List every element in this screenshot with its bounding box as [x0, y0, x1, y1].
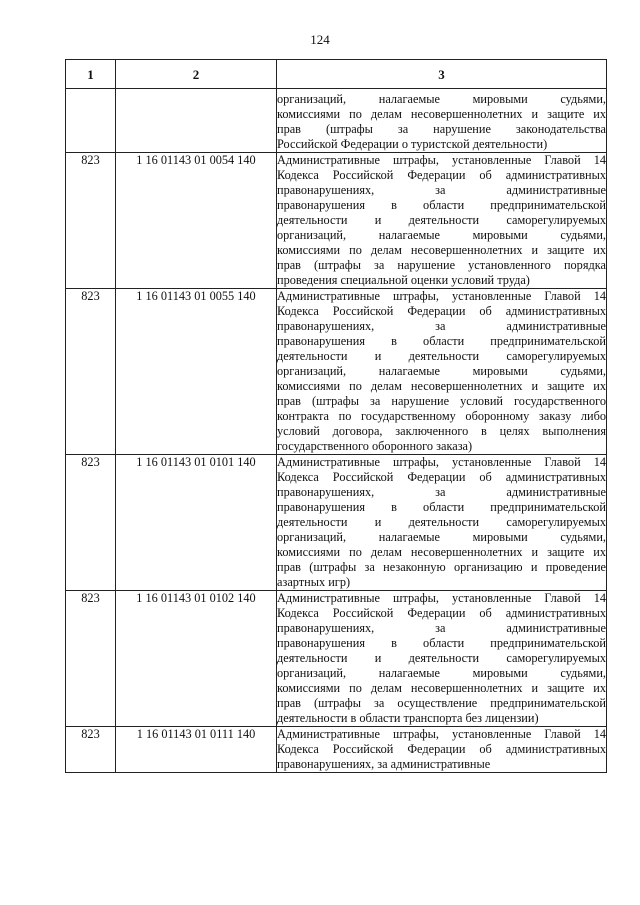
description-line: прав (штрафы за нарушение установленного порядка: [277, 258, 606, 272]
description-line: правонарушениях, за административные: [277, 757, 491, 771]
description-line: правонарушения в области предпринимательской: [277, 334, 606, 348]
table-row: [66, 455, 607, 591]
description-line: правонарушениях, за административные: [277, 485, 606, 499]
description-line: правонарушениях, за административные: [277, 183, 606, 197]
row-description-cell: [277, 591, 607, 727]
description-line: Кодекса Российской Федерации об административных: [277, 470, 606, 484]
fines-table: [65, 59, 607, 773]
description-line: организаций, налагаемые мировыми судьями,: [277, 364, 606, 378]
description-line: комиссиями по делам несовершеннолетних и защите их: [277, 243, 606, 257]
row-number-cell: 823: [66, 455, 116, 591]
row-number-cell: 823: [66, 289, 116, 455]
description-line: прав (штрафы за нарушение условий государственного: [277, 394, 606, 408]
description-line: Административные штрафы, установленные Главой 14: [277, 153, 606, 167]
description-line: комиссиями по делам несовершеннолетних и защите их: [277, 681, 606, 695]
row-code-cell: 1 16 01143 01 0102 140: [116, 591, 277, 727]
description-line: Административные штрафы, установленные Главой 14: [277, 289, 606, 303]
row-code-cell: 1 16 01143 01 0055 140: [116, 289, 277, 455]
description-line: Кодекса Российской Федерации об административных: [277, 168, 606, 182]
row-number-cell: [66, 89, 116, 153]
description-line: прав (штрафы за нарушение законодательства: [277, 122, 606, 136]
header-col-2: 2: [116, 60, 277, 89]
row-number-cell: 823: [66, 727, 116, 773]
table-header-row: [66, 60, 607, 89]
description-line: организаций, налагаемые мировыми судьями,: [277, 530, 606, 544]
description-line: правонарушения в области предпринимательской: [277, 198, 606, 212]
description-line: Российской Федерации о туристской деятельности): [277, 137, 548, 151]
table-body: [66, 89, 607, 773]
description-line: организаций, налагаемые мировыми судьями,: [277, 666, 606, 680]
description-line: Административные штрафы, установленные Главой 14: [277, 455, 606, 469]
description-line: азартных игр): [277, 575, 351, 589]
description-line: государственного оборонного заказа): [277, 439, 473, 453]
description-line: Административные штрафы, установленные Главой 14: [277, 727, 606, 741]
page-number: 124: [310, 32, 330, 47]
table-row: [66, 591, 607, 727]
description-line: контракта по государственному оборонному заказу либо: [277, 409, 606, 423]
description-line: деятельности и деятельности саморегулируемых: [277, 213, 606, 227]
row-description-cell: [277, 289, 607, 455]
description-line: правонарушениях, за административные: [277, 621, 606, 635]
row-number-cell: 823: [66, 153, 116, 289]
row-description-cell: [277, 89, 607, 153]
description-line: комиссиями по делам несовершеннолетних и защите их: [277, 545, 606, 559]
row-description-cell: [277, 727, 607, 773]
table-row: [66, 727, 607, 773]
description-line: условий договора, заключенного в целях выполнения: [277, 424, 606, 438]
description-line: организаций, налагаемые мировыми судьями,: [277, 228, 606, 242]
description-line: деятельности и деятельности саморегулируемых: [277, 515, 606, 529]
row-number-cell: 823: [66, 591, 116, 727]
row-code-cell: 1 16 01143 01 0111 140: [116, 727, 277, 773]
description-line: Административные штрафы, установленные Главой 14: [277, 591, 606, 605]
table-row: [66, 89, 607, 153]
row-code-cell: [116, 89, 277, 153]
description-line: правонарушения в области предпринимательской: [277, 636, 606, 650]
description-line: правонарушениях, за административные: [277, 319, 606, 333]
description-line: комиссиями по делам несовершеннолетних и защите их: [277, 107, 606, 121]
description-line: Кодекса Российской Федерации об административных: [277, 606, 606, 620]
row-description-cell: [277, 455, 607, 591]
description-line: деятельности и деятельности саморегулируемых: [277, 651, 606, 665]
description-line: Кодекса Российской Федерации об административных: [277, 304, 606, 318]
header-col-3: 3: [277, 60, 607, 89]
row-code-cell: 1 16 01143 01 0101 140: [116, 455, 277, 591]
description-line: прав (штрафы за осуществление предпринимательской: [277, 696, 606, 710]
description-line: организаций, налагаемые мировыми судьями,: [277, 92, 606, 106]
table-row: [66, 289, 607, 455]
description-line: комиссиями по делам несовершеннолетних и защите их: [277, 379, 606, 393]
description-line: правонарушения в области предпринимательской: [277, 500, 606, 514]
header-col-1: 1: [66, 60, 116, 89]
row-code-cell: 1 16 01143 01 0054 140: [116, 153, 277, 289]
description-line: проведения специальной оценки условий труда): [277, 273, 530, 287]
row-description-cell: [277, 153, 607, 289]
description-line: Кодекса Российской Федерации об административных: [277, 742, 606, 756]
description-line: деятельности в области транспорта без лицензии): [277, 711, 539, 725]
table-row: [66, 153, 607, 289]
description-line: прав (штрафы за незаконную организацию и проведение: [277, 560, 606, 574]
description-line: деятельности и деятельности саморегулируемых: [277, 349, 606, 363]
